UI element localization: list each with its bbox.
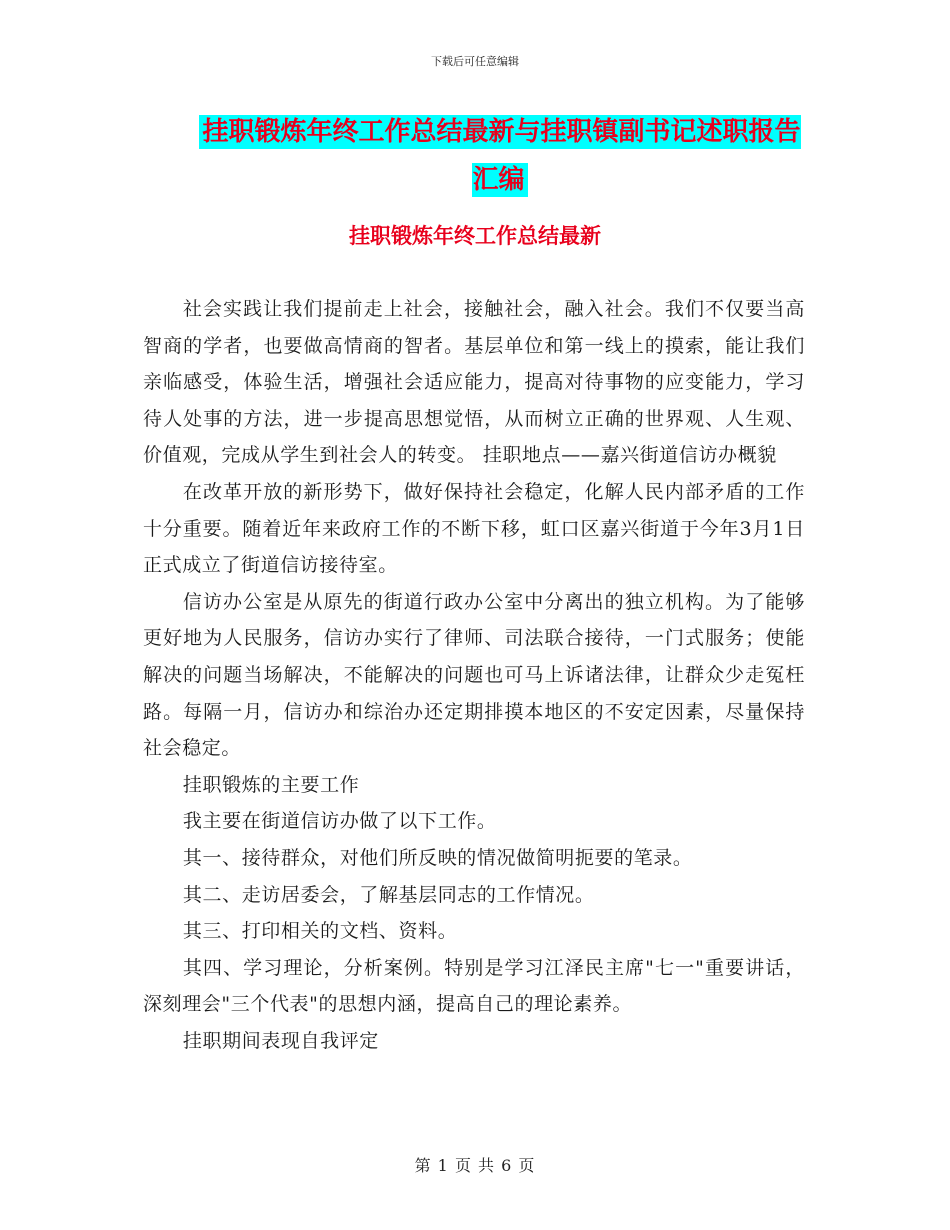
paragraph: 其一、接待群众，对他们所反映的情况做简明扼要的笔录。 [182,846,693,869]
paragraph: 信访办公室是从原先的街道行政办公室中分离出的独立机构。为了能够更好地为人民服务，信访办实行了律师、司法联合接待，一门式服务；使能解决的问题当场解决，不能解决的问题也可马上诉诸法律，让群众少走冤枉路。每隔一月，信访办和综治办还定期排摸本地区的不安定因素，尽量保持社会稳定。 [143,590,805,760]
paragraph: 社会实践让我们提前走上社会，接触社会，融入社会。我们不仅要当高智商的学者，也要做高情商的智者。基层单位和第一线上的摸索，能让我们亲临感受，体验生活，增强社会适应能力，提高对待事物的应变能力，学习待人处事的方法，进一步提高思想觉悟，从而树立正确的世界观、人生观、价值观，完成从学生到社会人的转变。 挂职地点——嘉兴街道信访办概貌 [143,298,805,467]
paragraph: 其二、走访居委会，了解基层同志的工作情况。 [182,883,595,906]
paragraph: 挂职锻炼的主要工作 [182,773,360,796]
page-number-footer: 第 1 页 共 6 页 [414,1156,536,1175]
document-title-text: 挂职锻炼年终工作总结最新与挂职镇副书记述职报告汇编 [199,115,800,197]
page-header-note: 下载后可任意编辑 [431,55,519,68]
document-title [190,108,810,204]
paragraph: 其三、打印相关的文档、资料。 [182,920,458,943]
paragraph: 其四、学习理论，分析案例。特别是学习江泽民主席"七一"重要讲话，深刻理会"三个代表"的思想内涵，提高自己的理论素养。 [143,956,805,1016]
section-title: 挂职锻炼年终工作总结最新 [349,224,601,248]
paragraph: 我主要在街道信访办做了以下工作。 [182,810,497,833]
paragraph: 挂职期间表现自我评定 [182,1029,379,1052]
paragraph: 在改革开放的新形势下，做好保持社会稳定，化解人民内部矛盾的工作十分重要。随着近年来政府工作的不断下移，虹口区嘉兴街道于今年3月1日正式成立了街道信访接待室。 [143,480,805,577]
document-body [143,291,805,1059]
